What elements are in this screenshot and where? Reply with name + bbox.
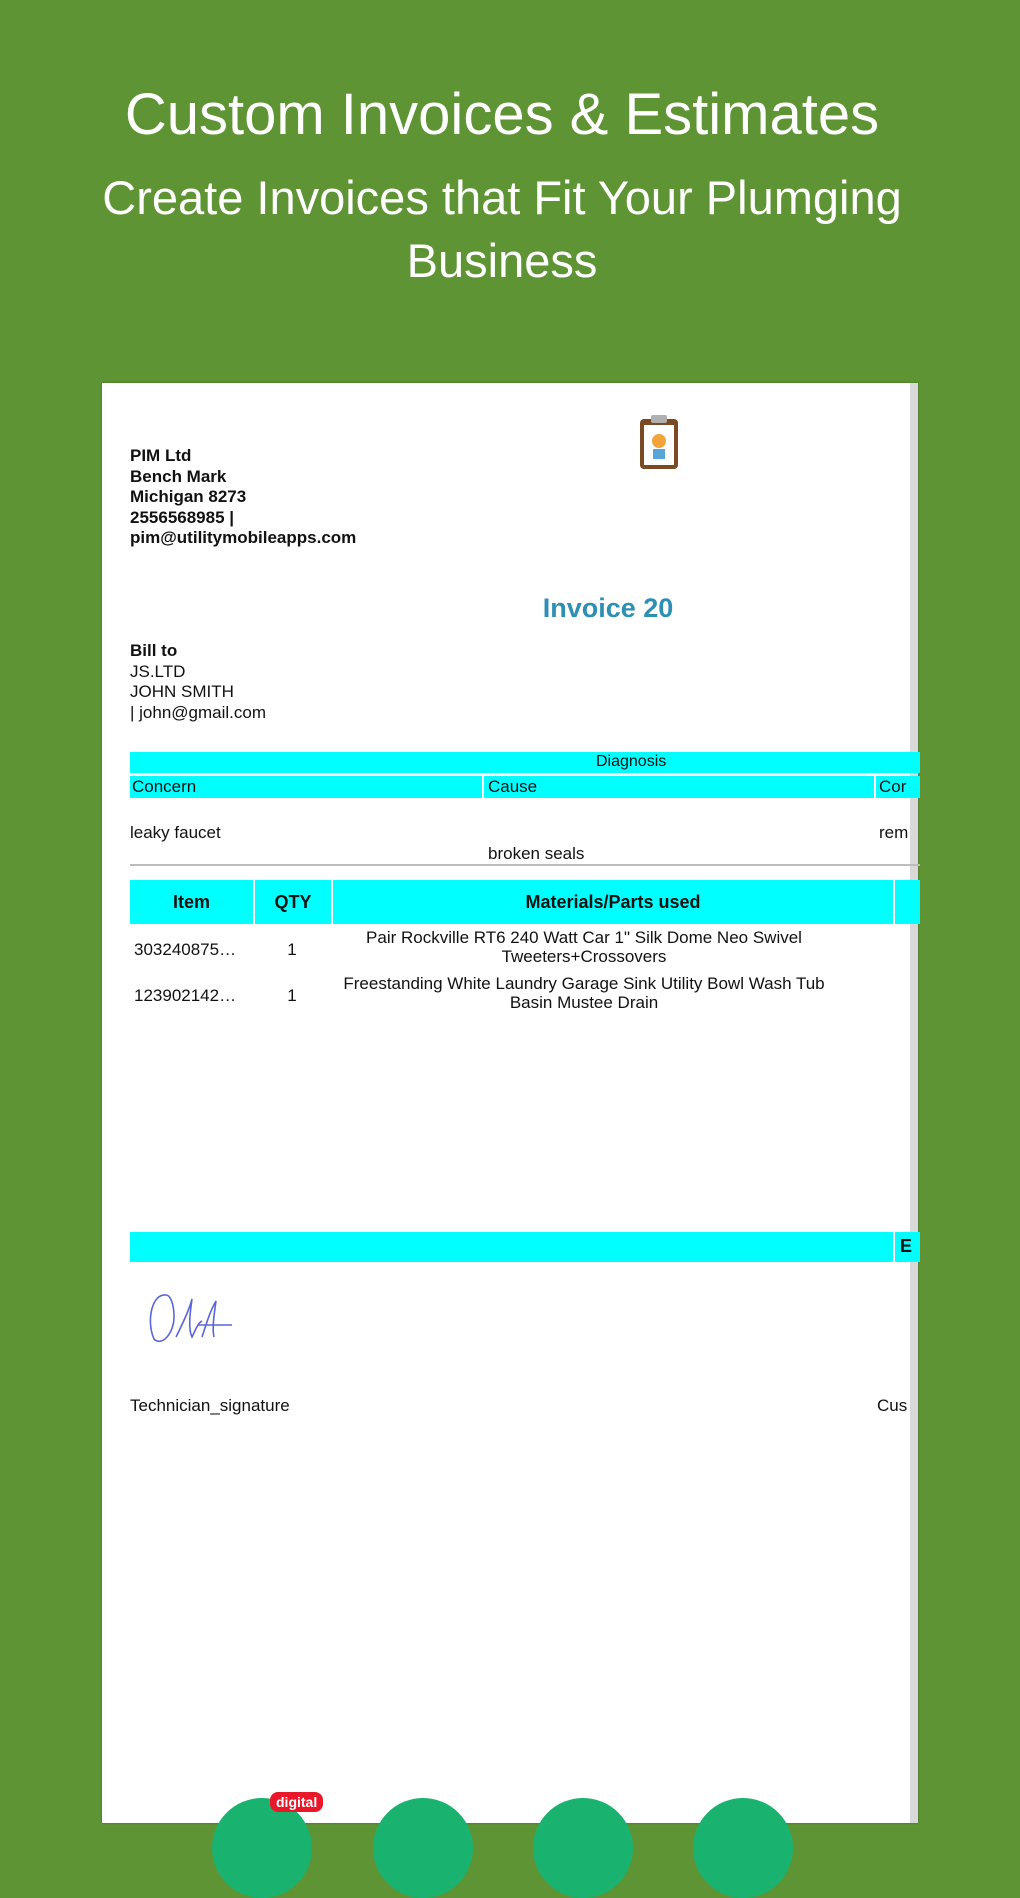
technician-signature-label: Technician_signature — [130, 1396, 290, 1415]
hero-title: Custom Invoices & Estimates — [124, 82, 880, 147]
bill-to — [130, 641, 266, 723]
diagnosis-header — [130, 752, 920, 773]
col-concern: Concern — [132, 777, 197, 796]
company-line1: Bench Mark — [130, 466, 227, 486]
bottom-toolbar — [130, 1794, 910, 1838]
col-cause: Cause — [488, 777, 538, 796]
col-materials: Materials/Parts used — [525, 892, 701, 912]
diagnosis-cause: broken seals — [488, 844, 585, 863]
divider — [130, 864, 920, 866]
company-email: pim@utilitymobileapps.com — [130, 528, 357, 547]
company-name: PIM Ltd — [130, 446, 192, 465]
bill-to-email: | john@gmail.com — [130, 702, 266, 722]
bill-to-name: JOHN SMITH — [130, 682, 234, 701]
diagnosis-header-label: Diagnosis — [596, 753, 667, 770]
toolbar-button[interactable] — [533, 1798, 633, 1898]
row-item: 303240875… — [134, 940, 237, 959]
company-line2: Michigan 8273 — [130, 487, 247, 506]
row-qty: 1 — [287, 986, 297, 1005]
col-qty: QTY — [274, 892, 312, 912]
diagnosis-correction: rem — [879, 823, 909, 842]
col-divider — [482, 776, 484, 798]
row-item: 123902142… — [134, 986, 237, 1005]
totals-bar — [130, 1232, 920, 1262]
diagnosis-columns — [130, 776, 920, 798]
row-qty: 1 — [287, 940, 297, 959]
hero-subtitle: Create Invoices that Fit Your Plumging Business — [102, 171, 902, 287]
customer-signature-label: Cus — [877, 1396, 908, 1415]
row-desc: Pair Rockville RT6 240 Watt Car 1" Silk Dome Neo Swivel Tweeters+Crossovers — [366, 928, 802, 966]
scroll-edge — [910, 383, 918, 1823]
bill-to-label: Bill to — [130, 641, 178, 660]
materials-header — [130, 880, 920, 924]
col-item: Item — [172, 892, 210, 912]
toolbar-button[interactable] — [212, 1798, 312, 1898]
technician-signature-image — [140, 1281, 250, 1351]
company-phone: 2556568985 | — [130, 507, 235, 527]
col-divider — [874, 776, 876, 798]
invoice-title: Invoice 20 — [542, 593, 674, 623]
toolbar-button[interactable] — [693, 1798, 793, 1898]
col-divider — [893, 880, 895, 924]
clipboard-logo-icon — [638, 413, 680, 471]
toolbar-button[interactable] — [373, 1798, 473, 1898]
col-divider — [893, 1232, 895, 1262]
bill-to-company: JS.LTD — [130, 661, 186, 681]
invoice-document — [130, 383, 913, 1823]
col-correction: Cor — [879, 777, 907, 796]
row-desc: Freestanding White Laundry Garage Sink Utility Bowl Wash Tub Basin Mustee Drain — [343, 974, 825, 1012]
totals-bar-label: E — [900, 1236, 913, 1256]
digital-badge: digital — [270, 1792, 323, 1812]
invoice-preview — [102, 383, 918, 1823]
company-info — [130, 446, 356, 549]
diagnosis-concern: leaky faucet — [130, 823, 221, 842]
